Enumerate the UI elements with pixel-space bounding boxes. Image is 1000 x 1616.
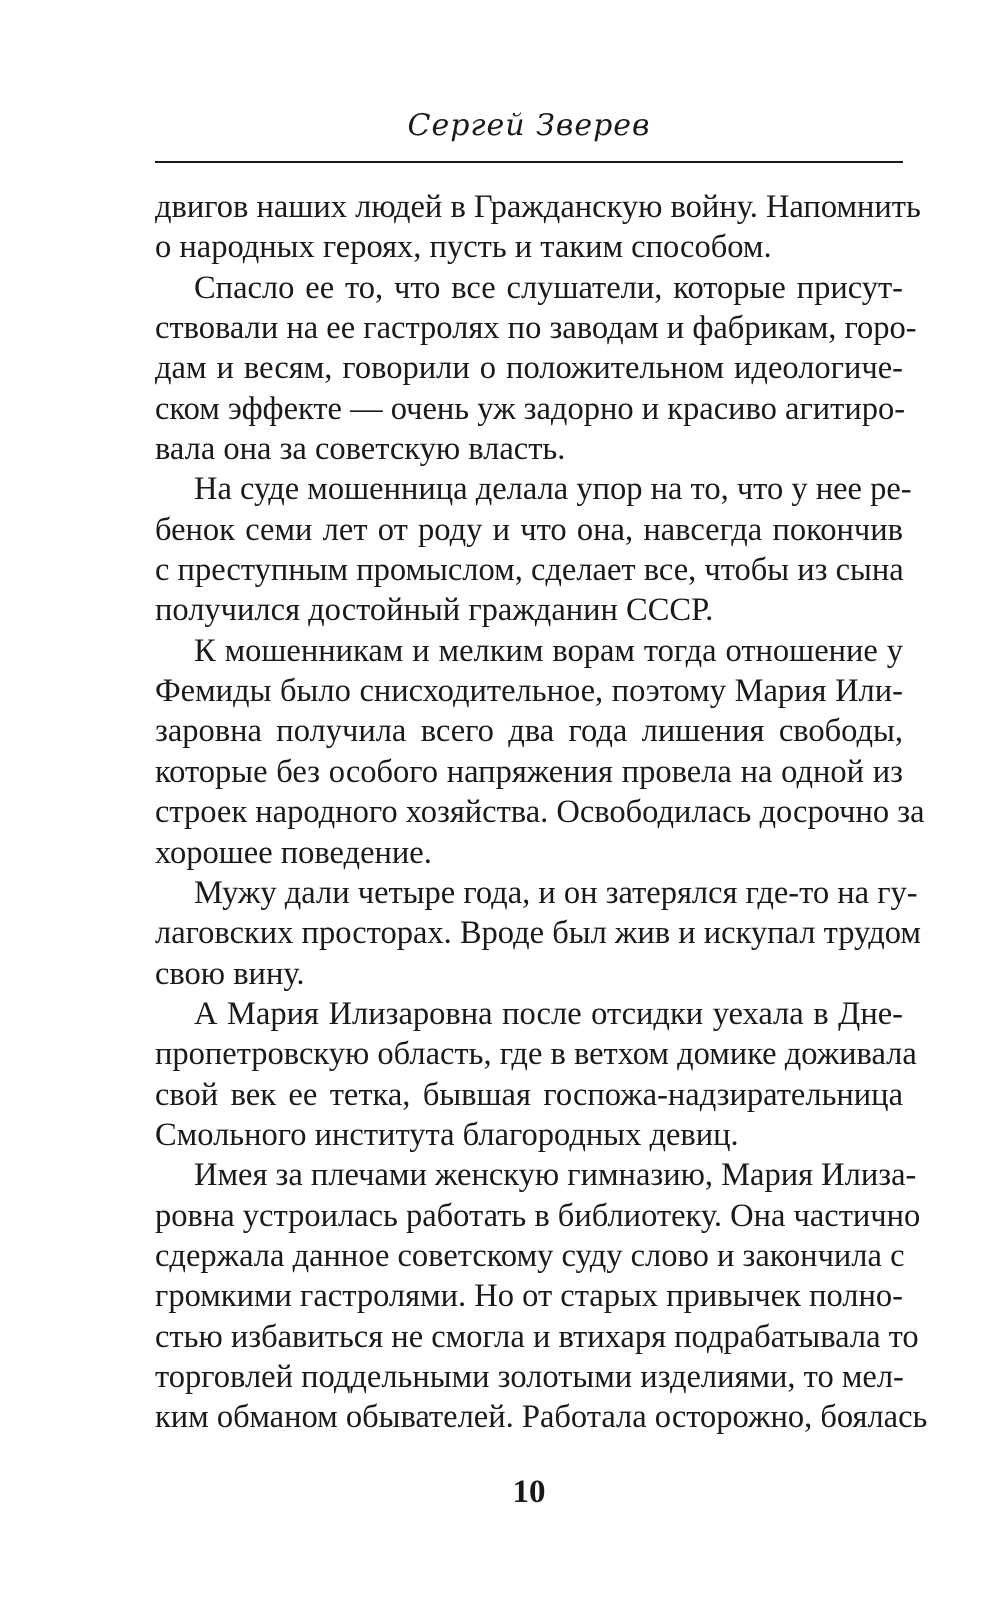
page-body: [155, 187, 928, 1438]
text-line: ким обманом обывателей. Работала осторожно, боялась: [155, 1399, 928, 1436]
text-line: Имея за плечами женскую гимназию, Мария Илиза-: [194, 1157, 917, 1194]
text-line: с преступным промыслом, сделает все, чтобы из сына: [155, 552, 904, 589]
text-line: вала она за советскую власть.: [155, 431, 566, 468]
text-line: бенок семи лет от роду и что она, навсегда покончив: [155, 511, 903, 548]
text-line: получился достойный гражданин СССР.: [155, 592, 714, 629]
running-head-author: Сергей Зверев: [407, 108, 651, 143]
text-line: К мошенникам и мелким ворам тогда отношение у: [194, 632, 903, 669]
text-line: ствовали на ее гастролях по заводам и фабрикам, горо-: [155, 310, 917, 347]
text-line: Спасло ее то, что все слушатели, которые присут-: [194, 269, 903, 306]
text-line: Смольного института благородных девиц.: [155, 1116, 739, 1153]
text-line: которые без особого напряжения провела на одной из: [155, 753, 903, 790]
text-line: двигов наших людей в Гражданскую войну. Напомнить: [155, 189, 921, 225]
text-line: хорошее поведение.: [155, 834, 432, 871]
text-line: стью избавиться не смогла и втихаря подрабатывала то: [155, 1318, 919, 1355]
text-line: пропетровскую область, где в ветхом домике доживала: [155, 1036, 917, 1073]
text-line: строек народного хозяйства. Освободилась досрочно за: [155, 794, 925, 831]
text-line: ском эффекте — очень уж задорно и красиво агитиро-: [155, 390, 906, 427]
text-line: свой век ее тетка, бывшая госпожа-надзирательница: [155, 1076, 903, 1113]
text-line: Мужу дали четыре года, и он затерялся где-то на гу-: [194, 874, 918, 911]
text-line: громкими гастролями. Но от старых привычек полно-: [155, 1278, 903, 1315]
text-line: А Мария Илизаровна после отсидки уехала в Дне-: [194, 995, 903, 1032]
text-line: торговлей поддельными золотыми изделиями, то мел-: [155, 1358, 904, 1395]
text-line: заровна получила всего два года лишения свободы,: [155, 713, 903, 750]
text-line: Фемиды было снисходительное, поэтому Мария Или-: [155, 673, 903, 710]
header-divider: [155, 161, 903, 163]
text-line: лаговских просторах. Вроде был жив и искупал трудом: [155, 915, 921, 952]
text-line: дам и весям, говорили о положительном идеологиче-: [155, 350, 903, 387]
text-line: сдержала данное советскому суду слово и закончила с: [155, 1237, 905, 1274]
text-line: ровна устроилась работать в библиотеку. Она частично: [155, 1197, 921, 1234]
text-line: свою вину.: [155, 955, 305, 992]
text-line: о народных героях, пусть и таким способом.: [155, 229, 772, 266]
text-line: На суде мошенница делала упор на то, что у нее ре-: [194, 471, 912, 508]
page-number: 10: [512, 1474, 546, 1510]
